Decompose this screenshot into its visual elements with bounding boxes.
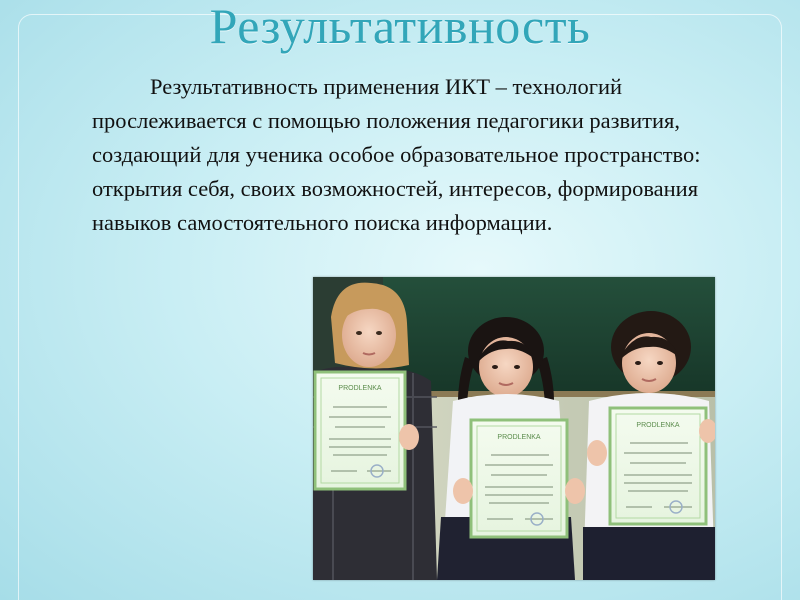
paragraph-text: Результативность применения ИКТ – технологий прослеживается с помощью положения педагогики развития, создающий для ученика особое образовательное пространство: открытия себя, своих возможностей, интересов, формирования навыков самостоятельного поиска информации. bbox=[92, 74, 701, 235]
certificate-logo-text: PRODLENKA bbox=[338, 385, 382, 392]
classroom-photo bbox=[313, 277, 715, 580]
certificate-right bbox=[610, 408, 706, 524]
certificate-logo-text: PRODLENKA bbox=[497, 434, 541, 441]
certificate-logo-text: PRODLENKA bbox=[636, 422, 680, 429]
certificate-left bbox=[315, 372, 405, 489]
certificate-center bbox=[471, 420, 567, 537]
slide-paragraph bbox=[92, 70, 782, 240]
slide-title: Результативность bbox=[209, 0, 591, 54]
